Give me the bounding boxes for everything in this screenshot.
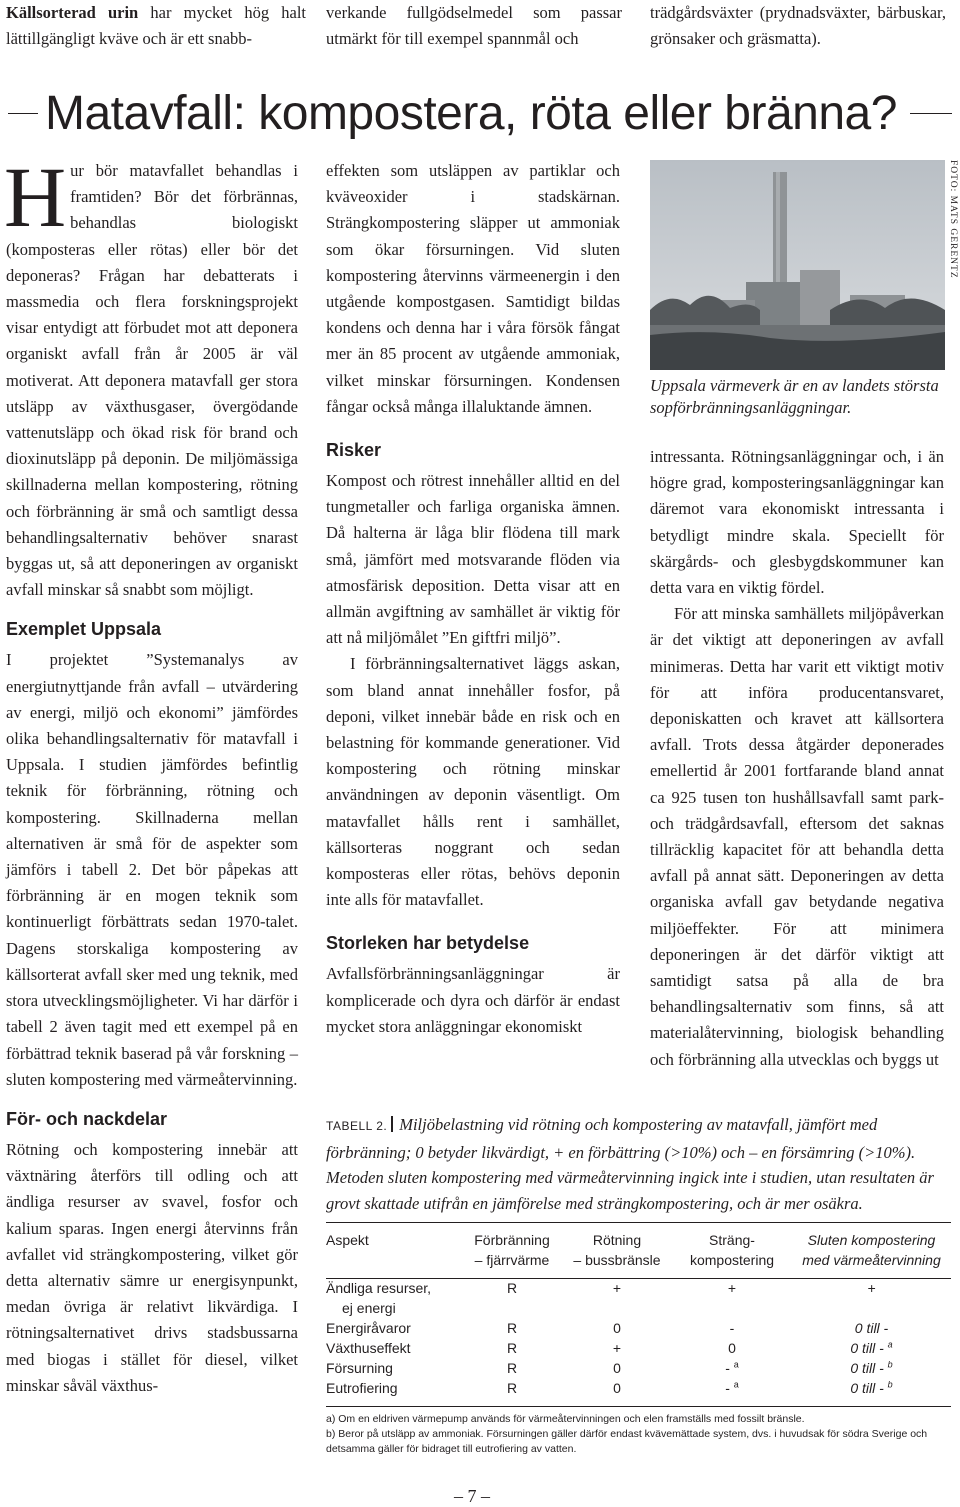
column-2 <box>326 158 620 1040</box>
photo-uppsala-vaermeverk <box>650 160 945 370</box>
top-fragment-text: har mycket hög halt lättillgängligt kväve och är ett snabb- <box>6 3 306 48</box>
header-strangkompostering: Sträng- kompostering <box>689 1232 775 1268</box>
footnote-a: a) Om en eldriven värmepump används för värmeåtervinningen och elen framställs med fossilt bränsle. <box>326 1413 805 1425</box>
header-aspekt: Aspekt <box>326 1232 369 1248</box>
title-rule-left <box>8 113 38 114</box>
table-rule-bottom <box>326 1406 951 1407</box>
paragraph-continuation: effekten som utsläppen av partiklar och kväveoxider i stadskärnan. Strängkompostering släpper ut ammoniak som ökar försurningen. Vid sluten kompostering återvinns värmeenergin i den utgående kompostgasen. Samtidigt bildas kondens och denna har i våra försök fångat mer än 85 procent av utgående ammoniak, vilket minskar försurningen. Kondensen fångar också många illaluktande ämnen. <box>326 161 620 416</box>
header-rotning: Rötning – bussbränsle <box>573 1232 661 1268</box>
title-bar <box>0 86 960 156</box>
top-fragment-col1 <box>6 0 306 52</box>
heading-exemplet-uppsala: Exemplet Uppsala <box>6 619 162 640</box>
table-row: Eutrofiering R 0 - $^a$ 0 till - $^b$ <box>326 1379 893 1396</box>
paragraph-for-och-nackdelar: Rötning och kompostering innebär att växtnäring återförs till odling och att ändliga resurser av svavel, fosfor och kalium sparas. Ingen energi återvinns från avfallet vid strängkompostering, vilket gör detta alternativ sämre ur energisynpunkt, medan övriga är relativt likvärdiga. I rötningsalternativet drivs stadsbussarna med biogas i stället för diesel, vilket minskar såväl växthus- <box>6 1139 298 1395</box>
paragraph-intressanta: intressanta. Rötningsanläggningar och, i än högre grad, komposteringsanläggningar kan däremot vara ekonomiskt intressanta i betydligt mindre skala. Speciellt för skärgårds- och glesbygdskommuner kan detta vara en viktig fördel. <box>650 447 944 598</box>
heading-storleken: Storleken har betydelse <box>326 933 530 954</box>
table-footnotes <box>326 1412 951 1457</box>
table-label: TABELL 2. <box>326 1119 388 1133</box>
top-fragment-bold: Källsorterad urin <box>6 3 139 22</box>
header-forbranning: Förbränning – fjärrvärme <box>474 1232 550 1268</box>
page-title: Matavfall: kompostera, röta eller bränna? <box>45 87 897 140</box>
paragraph-forbranning: I förbränningsalternativet läggs askan, som bland annat innehåller fosfor, på deponi, vilket innebär både en risk och en belastning för kommande generationer. Vid kompostering och rötning minskar användningen av deponin väsentligt. Om matavfallet hålls rent i samhället, källsorteras noggrant och sedan komposteras eller rötas, behövs deponin inte alls för matavfallet. <box>326 654 620 910</box>
header-sluten-kompostering: Sluten kompostering med värmeåtervinning <box>802 1232 941 1268</box>
photo-illustration <box>650 160 945 370</box>
table-caption: TABELL 2. Miljöbelastning vid rötning och kompostering av matavfall, jämfört med förbränning; 0 betyder likvärdigt, + en förbättring (>10%) och – en försämring (>10%). Metoden sluten kompostering med värmeåtervinning ingick inte i studien, utan resultaten är grovt skattade utifrån en jämförelse med strängkompostering, och är mer osäkra. <box>326 1115 934 1213</box>
paragraph-minska-miljopaverkan: För att minska samhällets miljöpåverkan är det viktigt att deponeringen av avfall minimeras. Detta har varit ett viktigt motiv för att införa producentansvaret, deponiskatten och kravet att källsortera avfall. Trots dessa åtgärder deponerades emellertid år 2001 fortfarande bland annat ca 925 tusen ton hushållsavfall samt park- och trädgårdsavfall, eftersom det saknas tillräcklig kapacitet för att behandla detta avfall på annat sätt. Deponeringen av detta organiska avfall gav betydande negativa miljöeffekter. För att minimera deponeringen är det därför viktigt att samtidigt satsa på alla de bra behandlingsalternativ som finns, så att materialåtervinning, biologisk behandling och förbränning alla utvecklas och byggs ut <box>650 604 944 1069</box>
paragraph-uppsala: I projektet ”Systemanalys av energiutnyttjande från avfall – utvärdering av energi, miljö och ekonomi” jämfördes olika behandlingsalternativ för matavfall i Uppsala. I studien jämfördes befintlig teknik för förbränning, rötning och kompostering. Skillnaderna mellan alternativen är små för de aspekter som jämförs i tabell 2. Det bör påpekas att förbränning är en mogen teknik som kontinuerligt förbättrats sedan 1970-talet. Dagens storskaliga kompostering av källsorterat avfall sker med ung teknik, med stora utvecklingsmöjligheter. Vi har därför i tabell 2 även tagit med ett exempel på en förbättrad teknik baserad på vår forskning – sluten kompostering med värmeåtervinning. <box>6 650 298 1089</box>
title-rule-right <box>910 113 952 114</box>
top-fragment-col2: verkande fullgödselmedel som passar utmärkt för till exempel spannmål och <box>326 3 622 48</box>
caption-divider <box>391 1116 393 1132</box>
drop-cap: H <box>4 149 67 245</box>
heading-risker: Risker <box>326 440 382 461</box>
top-fragment-col3: trädgårdsväxter (prydnadsväxter, bärbuskar, grönsaker och gräsmatta). <box>650 3 946 48</box>
heading-for-och-nackdelar: För- och nackdelar <box>6 1108 168 1129</box>
page-number: – 7 – <box>454 1486 490 1506</box>
photo-credit: FOTO: MATS GERENTZ <box>948 160 958 279</box>
table-row: Växthuseffekt R + 0 0 till - $^a$ <box>326 1339 893 1356</box>
column-3 <box>650 444 944 1073</box>
photo-caption: Uppsala värmeverk är en av landets största sopförbränningsanläggningar. <box>650 376 939 417</box>
paragraph-storleken: Avfallsförbränningsanläggningar är komplicerade och dyra och därför är endast mycket stora anläggningar ekonomiskt <box>326 964 620 1036</box>
table-header-row <box>326 1230 951 1278</box>
column-1 <box>4 149 298 1399</box>
paragraph-risker: Kompost och rötrest innehåller alltid en del tungmetaller och farliga organiska ämnen. Då halterna är låga blir flödena till mark små, jämfört med motsvarande flöden via atmosfärisk deposition. Detta visar att en allmän avgiftning av samhället är viktig för att nå miljömålet ”En giftfri miljö”. <box>326 471 620 648</box>
table-rule-header <box>326 1278 951 1279</box>
table-rule-top <box>326 1222 951 1223</box>
table-row: Försurning R 0 - $^a$ 0 till - $^b$ <box>326 1359 893 1376</box>
table-row: Energiråvaror R 0 - 0 till - <box>326 1320 889 1336</box>
table-row: Ändliga resurser, ej energi R + + + <box>326 1280 876 1316</box>
environment-table <box>326 1230 951 1398</box>
intro-paragraph: Hur bör matavfallet behandlas i framtiden? Bör det förbrännas, behandlas biologiskt (komposteras eller rötas) eller bör det deponeras? Frågan har debatterats i massmedia och flera forskningsprojekt visar entydigt att förbudet mot att deponera organiskt avfall från år 2005 är väl motiverat. Att deponera matavfall ger stora utsläpp av växthusgaser, övergödande vattenutsläpp och ökad risk för brand och dioxinutsläpp på deponin. De miljömässiga skillnaderna mellan kompostering, rötning och förbränning är små och samtligt dessa behandlingsalternativ behöver snarast byggas ut, så att deponeringen av organiskt avfall minskar så snabbt som möjligt. <box>4 149 298 600</box>
footnote-b: b) Beror på utsläpp av ammoniak. Försurningen gäller därför endast kvävemättade system, dvs. i huvudsak för södra Sverige och detsamma gäller för bidraget till eutrofiering av vatten. <box>326 1428 928 1455</box>
